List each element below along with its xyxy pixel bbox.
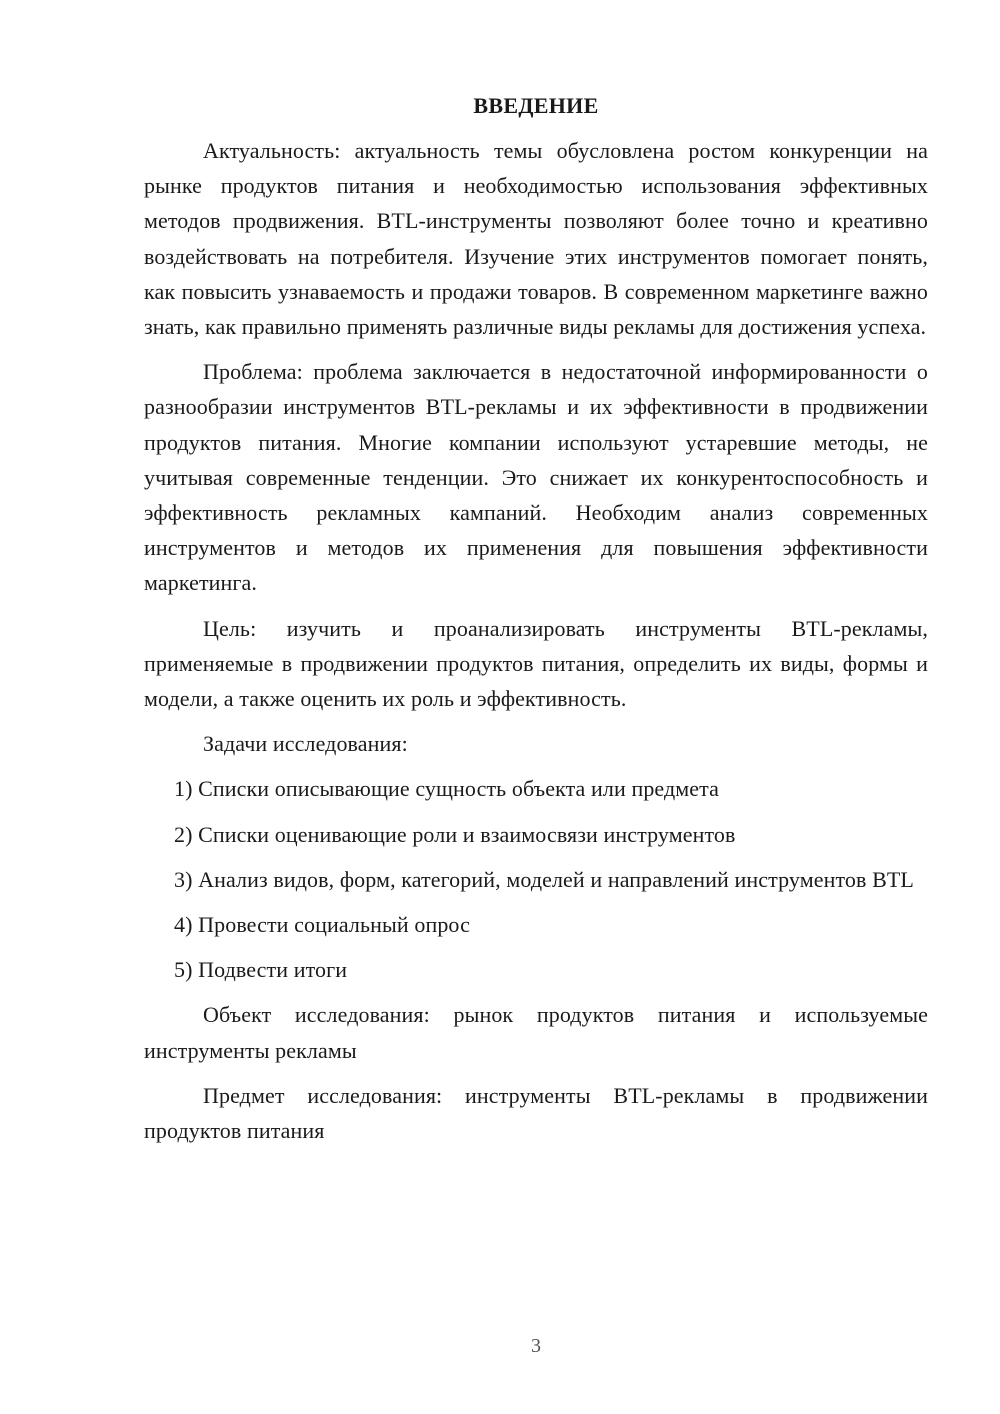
object-paragraph: Объект исследования: рынок продуктов питания и используемые инструменты рекламы (144, 1002, 928, 1063)
section-heading: ВВЕДЕНИЕ (473, 93, 599, 118)
task-item: 1) Списки описывающие сущность объекта или предмета (174, 776, 720, 802)
page-number: 3 (531, 1335, 541, 1357)
problem-paragraph: Проблема: проблема заключается в недостаточной информированности о разнообразии инструментов BTL-рекламы и их эффективности в продвижении продуктов питания. Многие компании используют устаревшие методы, не учитывая современные тенденции. Это снижает их конкурентоспособность и эффективность рекламных кампаний. Необходим анализ современных инструментов и методов их применения для повышения эффективности маркетинга. (144, 359, 928, 596)
task-item: 4) Провести социальный опрос (174, 912, 470, 938)
task-item: 3) Анализ видов, форм, категорий, моделей и направлений инструментов BTL (174, 866, 914, 892)
subject-paragraph: Предмет исследования: инструменты BTL-рекламы в продвижении продуктов питания (144, 1082, 928, 1144)
goal-paragraph: Цель: изучить и проанализировать инструменты BTL-рекламы, применяемые в продвижении продуктов питания, определить их виды, формы и модели, а также оценить их роль и эффективность. (144, 615, 928, 712)
tasks-heading: Задачи исследования: (203, 731, 408, 757)
page-content (144, 90, 928, 1158)
relevance-paragraph: Актуальность: актуальность темы обусловлена ростом конкуренции на рынке продуктов питания и необходимостью использования эффективных методов продвижения. BTL-инструменты позволяют более точно и креативно воздействовать на потребителя. Изучение этих инструментов помогает понять, как повысить узнаваемость и продажи товаров. В современном маркетинге важно знать, как правильно применять различные виды рекламы для достижения успеха. (144, 138, 928, 340)
task-item: 5) Подвести итоги (174, 957, 348, 983)
task-item: 2) Списки оценивающие роли и взаимосвязи инструментов (174, 821, 736, 847)
